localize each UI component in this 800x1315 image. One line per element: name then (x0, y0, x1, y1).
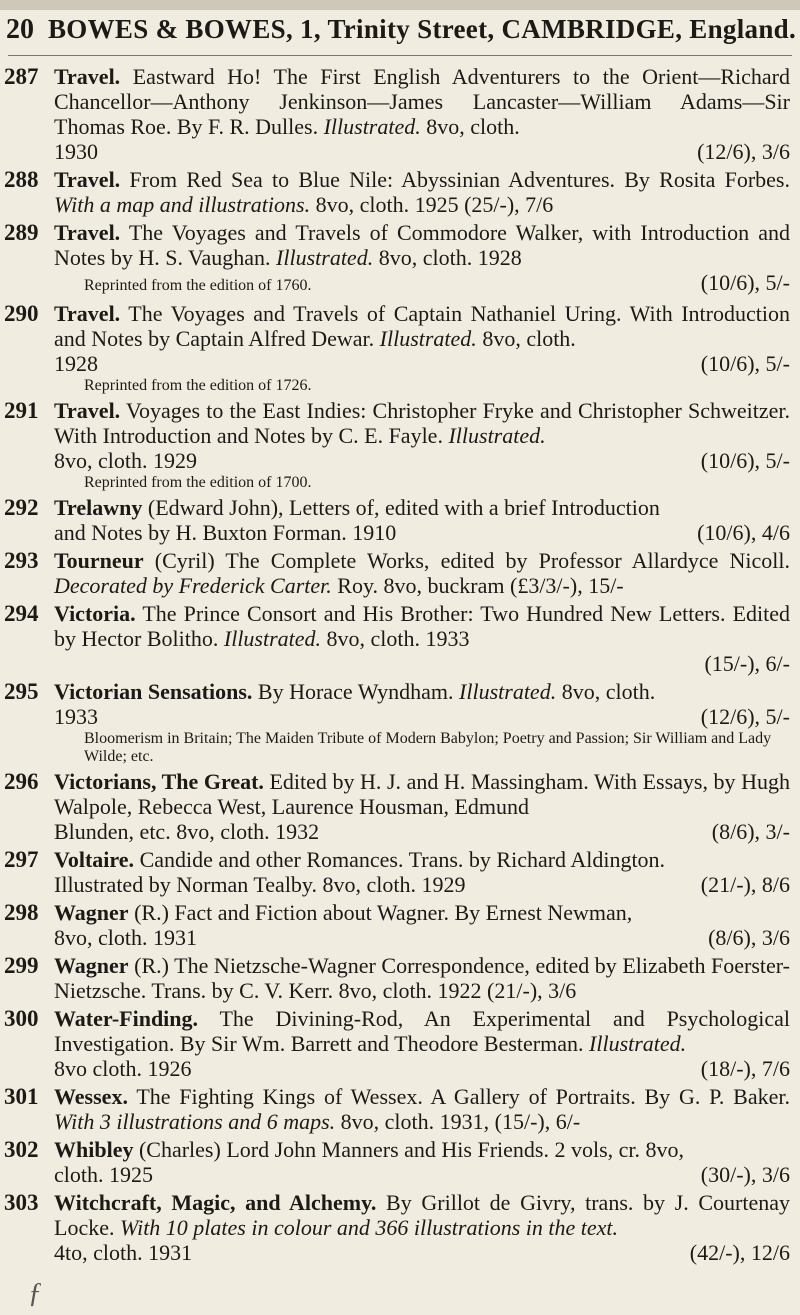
entry-price-line (54, 139, 790, 164)
entry-imprint: Blunden, etc. 8vo, cloth. 1932 (54, 819, 320, 844)
entry-heading: Travel. (54, 64, 121, 89)
entry-italic: With a map and illustrations. (54, 192, 311, 217)
entry-heading: Tourneur (54, 548, 144, 573)
entry-note: Reprinted from the edition of 1726. (84, 377, 312, 394)
entry-imprint: 1930 (54, 139, 98, 164)
catalogue-entry (0, 548, 800, 598)
entry-heading: Wagner (54, 900, 129, 925)
entry-italic: Illustrated. (379, 326, 477, 351)
catalogue-list (0, 64, 800, 1268)
entry-heading: Travel. (54, 167, 121, 192)
catalogue-entry (0, 900, 800, 950)
entry-heading: Wessex. (54, 1084, 128, 1109)
entry-price: (8/6), 3/- (711, 819, 790, 844)
entry-price: (42/-), 12/6 (689, 1240, 790, 1265)
entry-text: The Divining-Rod, An Experimental and Psychological Investigation. By Sir Wm. Barrett and Theodore Besterman. (54, 1006, 790, 1056)
lot-number: 299 (4, 953, 39, 978)
catalogue-entry (0, 167, 800, 217)
entry-italic: Illustrated. (459, 679, 557, 704)
entry-price: (12/6), 3/6 (697, 139, 790, 164)
entry-price: (12/6), 5/- (700, 704, 790, 729)
entry-tail: 8vo, cloth. 1925 (25/-), 7/6 (310, 192, 554, 217)
entry-italic: Illustrated. (276, 245, 374, 270)
entry-imprint: and Notes by H. Buxton Forman. 1910 (54, 520, 397, 545)
lot-number: 296 (4, 769, 39, 794)
entry-text: By Grillot de Givry, trans. by J. Courtenay Locke. (54, 1190, 791, 1240)
entry-description (54, 64, 790, 139)
entry-description (54, 220, 790, 270)
lot-number: 291 (4, 398, 39, 423)
entry-imprint: 4to, cloth. 1931 (54, 1240, 193, 1265)
lot-number: 303 (4, 1190, 39, 1215)
entry-text: (Charles) Lord John Manners and His Friends. 2 vols, cr. 8vo, (133, 1137, 685, 1162)
catalogue-entry (0, 1084, 800, 1134)
entry-price-line (54, 872, 790, 897)
lot-number: 300 (4, 1006, 39, 1031)
catalogue-entry (0, 301, 800, 395)
entry-price-line (54, 270, 790, 298)
entry-tail: Roy. 8vo, buckram (£3/3/-), 15/- (331, 573, 624, 598)
page-header (0, 14, 800, 54)
catalogue-entry (0, 495, 800, 545)
lot-number: 293 (4, 548, 39, 573)
scan-top-band (0, 0, 800, 10)
running-head: BOWES & BOWES, 1, Trinity Street, CAMBRIDGE, England. (48, 14, 796, 44)
entry-note: Bloomerism in Britain; The Maiden Tribute of Modern Babylon; Poetry and Passion; Sir William and Lady Wilde; etc. (84, 730, 772, 765)
lot-number: 295 (4, 679, 39, 704)
catalogue-entry (0, 847, 800, 897)
entry-imprint: 8vo, cloth. 1931 (54, 925, 197, 950)
entry-tail: 8vo, cloth. 1928 (373, 245, 522, 270)
entry-price-line (54, 448, 790, 473)
entry-description (54, 601, 790, 651)
entry-description (54, 900, 790, 925)
entry-heading: Victorians, The Great. (54, 769, 264, 794)
entry-description (54, 679, 790, 704)
entry-text: By Horace Wyndham. (252, 679, 460, 704)
catalogue-entry (0, 679, 800, 766)
entry-description (54, 953, 790, 1003)
lot-number: 290 (4, 301, 39, 326)
entry-tail: 8vo, cloth. (420, 114, 520, 139)
entry-price-line (54, 651, 790, 676)
entry-text: (R.) The Nietzsche-Wagner Correspondence, edited by Elizabeth Foerster-Nietzsche. Trans. by C. V. Kerr. 8vo, cloth. 1922 (21/-), 3/6 (54, 953, 790, 1003)
entry-heading: Travel. (54, 220, 121, 245)
entry-description (54, 1006, 790, 1056)
entry-price-line (54, 1162, 790, 1187)
entry-heading: Witchcraft, Magic, and Alchemy. (54, 1190, 377, 1215)
entry-imprint: 1928 (54, 351, 98, 376)
entry-heading: Travel. (54, 301, 121, 326)
entry-imprint: 1933 (54, 704, 98, 729)
entry-description (54, 167, 790, 217)
lot-number: 297 (4, 847, 39, 872)
entry-italic: With 10 plates in colour and 366 illustrations in the text. (119, 1215, 619, 1240)
entry-text: (Cyril) The Complete Works, edited by Professor Allardyce Nicoll. (143, 548, 790, 573)
lot-number: 298 (4, 900, 39, 925)
entry-price: (10/6), 5/- (700, 448, 790, 473)
lot-number: 301 (4, 1084, 39, 1109)
catalogue-entry (0, 398, 800, 492)
entry-italic: Decorated by Frederick Carter. (54, 573, 332, 598)
entry-description (54, 1084, 790, 1134)
entry-price: (10/6), 5/- (700, 351, 790, 376)
entry-italic: With 3 illustrations and 6 maps. (54, 1109, 336, 1134)
entry-imprint: 8vo cloth. 1926 (54, 1056, 192, 1081)
pencil-mark: ƒ (28, 1278, 42, 1309)
entry-text: The Voyages and Travels of Captain Nathaniel Uring. With Introduction and Notes by Captain Alfred Dewar. (54, 301, 790, 351)
entry-price-line (54, 819, 790, 844)
entry-text: (Edward John), Letters of, edited with a brief Introduction (142, 495, 660, 520)
entry-tail: 8vo, cloth. 1931, (15/-), 6/- (335, 1109, 581, 1134)
entry-description (54, 548, 790, 598)
lot-number: 287 (4, 64, 39, 89)
entry-imprint: Illustrated by Norman Tealby. 8vo, cloth. 1929 (54, 872, 466, 897)
entry-price: (30/-), 3/6 (700, 1162, 790, 1187)
entry-text: The Voyages and Travels of Commodore Walker, with Introduction and Notes by H. S. Vaughan. (54, 220, 790, 270)
entry-text: (R.) Fact and Fiction about Wagner. By Ernest Newman, (128, 900, 633, 925)
entry-price-line (54, 1240, 790, 1265)
entry-heading: Voltaire. (54, 847, 135, 872)
entry-italic: Illustrated. (589, 1031, 687, 1056)
entry-italic: Illustrated. (448, 423, 546, 448)
entry-tail: 8vo, cloth. (476, 326, 576, 351)
entry-note: Reprinted from the edition of 1700. (84, 474, 312, 491)
entry-italic: Illustrated. (223, 626, 322, 651)
entry-text: From Red Sea to Blue Nile: Abyssinian Adventures. By Rosita Forbes. (120, 167, 790, 192)
entry-price: (10/6), 5/- (700, 270, 790, 295)
entry-price: (10/6), 4/6 (697, 520, 790, 545)
entry-price-line (54, 1056, 790, 1081)
entry-description (54, 301, 790, 351)
catalogue-entry (0, 769, 800, 844)
entry-text: The Fighting Kings of Wessex. A Gallery of Portraits. By G. P. Baker. (127, 1084, 790, 1109)
entry-heading: Trelawny (54, 495, 143, 520)
entry-description (54, 398, 790, 448)
lot-number: 288 (4, 167, 39, 192)
entry-italic: Illustrated. (323, 114, 421, 139)
lot-number: 289 (4, 220, 39, 245)
entry-heading: Water-Finding. (54, 1006, 199, 1031)
entry-imprint: Reprinted from the edition of 1760. (84, 277, 312, 294)
catalogue-entry (0, 1137, 800, 1187)
entry-description (54, 769, 790, 819)
entry-price: (18/-), 7/6 (700, 1056, 790, 1081)
entry-price-line (54, 520, 790, 545)
page-number: 20 (6, 14, 34, 45)
catalogue-entry (0, 953, 800, 1003)
entry-price-line (54, 925, 790, 950)
entry-description (54, 1190, 790, 1240)
entry-text: The Prince Consort and His Brother: Two Hundred New Letters. Edited by Hector Bolitho. (54, 601, 790, 651)
entry-description (54, 1137, 790, 1162)
entry-heading: Victoria. (54, 601, 136, 626)
entry-heading: Wagner (54, 953, 129, 978)
entry-price: (15/-), 6/- (704, 651, 790, 676)
catalogue-entry (0, 220, 800, 298)
entry-price-line (54, 704, 790, 729)
entry-price: (8/6), 3/6 (708, 925, 790, 950)
entry-tail: 8vo, cloth. 1933 (321, 626, 470, 651)
header-rule (8, 55, 792, 56)
entry-price-line (54, 351, 790, 376)
entry-description (54, 495, 790, 520)
catalogue-entry (0, 1190, 800, 1265)
entry-text: Voyages to the East Indies: Christopher Fryke and Christopher Schweitzer. With Introduction and Notes by C. E. Fayle. (54, 398, 790, 448)
entry-heading: Whibley (54, 1137, 134, 1162)
entry-tail: 8vo, cloth. (556, 679, 656, 704)
entry-text: Edited by H. J. and H. Massingham. With Essays, by Hugh Walpole, Rebecca West, Laurence Housman, Edmund (54, 769, 790, 819)
entry-price: (21/-), 8/6 (700, 872, 790, 897)
entry-imprint: 8vo, cloth. 1929 (54, 448, 197, 473)
lot-number: 302 (4, 1137, 39, 1162)
entry-text: Eastward Ho! The First English Adventurers to the Orient—Richard Chancellor—Anthony Jenkinson—James Lancaster—William Adams—Sir Thomas Roe. By F. R. Dulles. (54, 64, 790, 139)
entry-heading: Victorian Sensations. (54, 679, 253, 704)
lot-number: 294 (4, 601, 39, 626)
entry-heading: Travel. (54, 398, 121, 423)
catalogue-entry (0, 1006, 800, 1081)
catalogue-entry (0, 601, 800, 676)
lot-number: 292 (4, 495, 39, 520)
entry-imprint: cloth. 1925 (54, 1162, 153, 1187)
catalogue-entry (0, 64, 800, 164)
entry-text: Candide and other Romances. Trans. by Richard Aldington. (134, 847, 666, 872)
entry-description (54, 847, 790, 872)
